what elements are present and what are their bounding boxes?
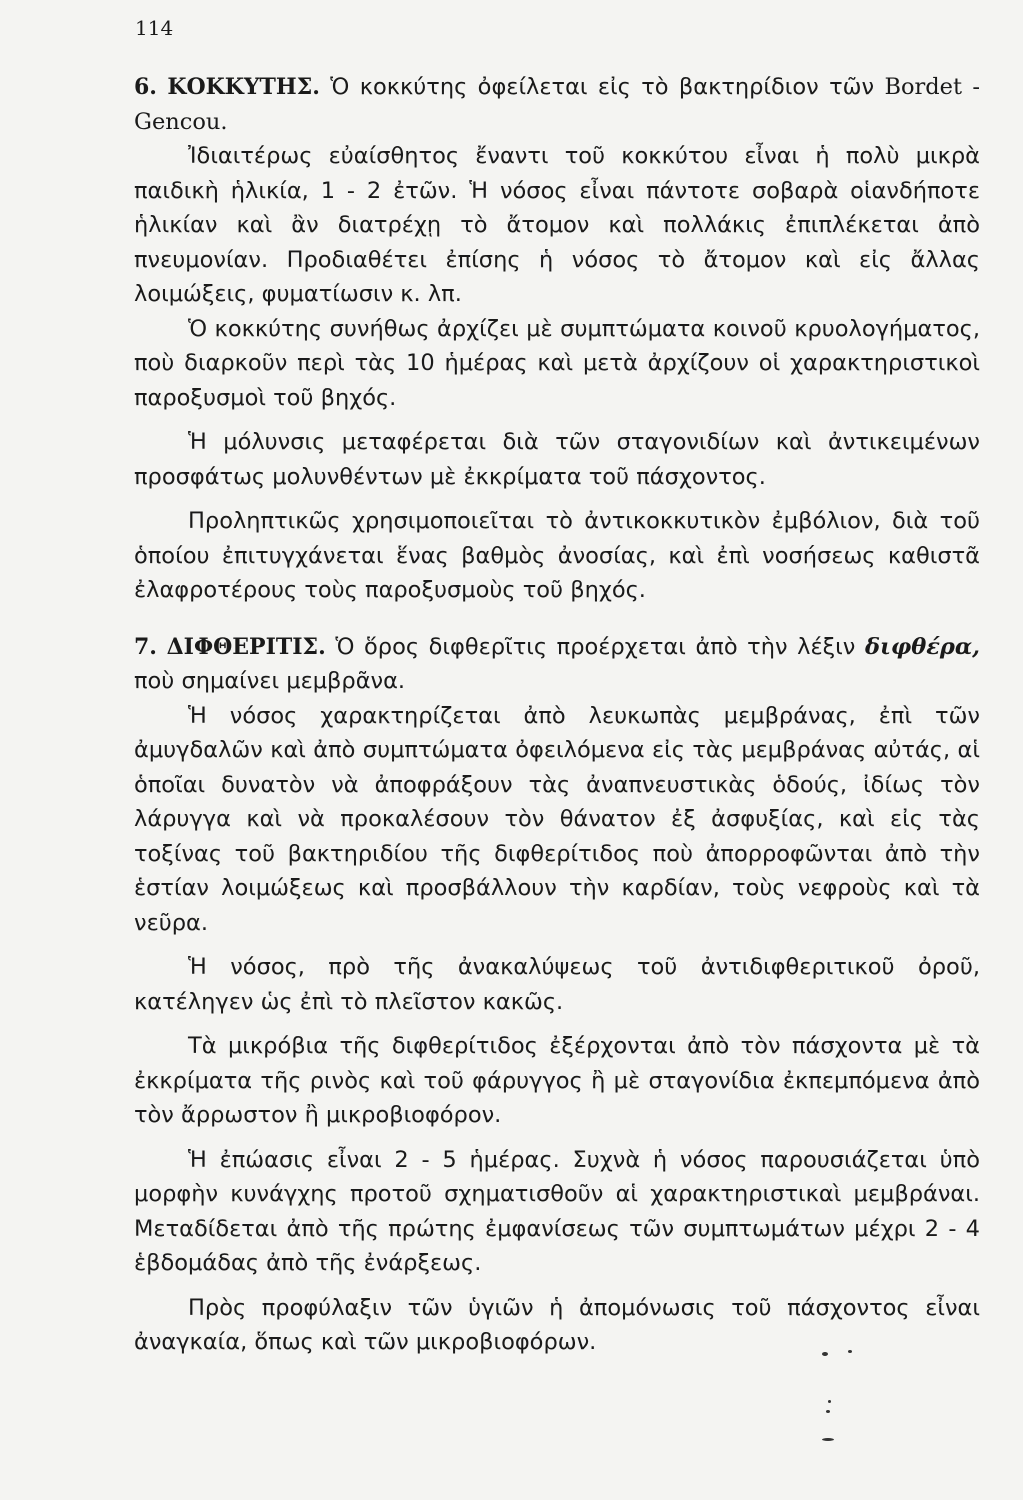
paragraph: Ὁ κοκκύτης συνήθως ἀρχίζει μὲ συμπτώματα κοινοῦ κρυολογήματος, ποὺ διαρκοῦν περὶ τὰς 10 ἡμέρας καὶ μετὰ ἀρχίζουν οἱ χαρακτηριστικοὶ παροξυσμοὶ τοῦ βηχός. [134, 315, 980, 411]
ink-speck [822, 1438, 834, 1441]
page-number: 114 [135, 16, 174, 40]
paragraph: Ἰδιαιτέρως εὐαίσθητος ἔναντι τοῦ κοκκύτου εἶναι ἡ πολὺ μικρὰ παιδικὴ ἡλικία, 1 - 2 ἐτῶν. Ἡ νόσος εἶναι πάντοτε σοβαρὰ οἱανδήποτε ἡλικίαν καὶ ἂν διατρέχῃ τὸ ἄτομον καὶ πολλάκις ἐπιπλέκεται ἀπὸ πνευμονίαν. Προδιαθέτει ἐπίσης ἡ νόσος τὸ ἄτομον καὶ εἰς ἄλλας λοιμώξεις, φυματίωσιν κ. λπ. [134, 143, 980, 307]
paragraph: Ἡ μόλυνσις μεταφέρεται διὰ τῶν σταγονιδίων καὶ ἀντικειμένων προσφάτως μολυνθέντων μὲ ἐκκρίματα τοῦ πάσχοντος. [134, 429, 980, 490]
paragraph: Προληπτικῶς χρησιμοποιεῖται τὸ ἀντικοκκυτικὸν ἐμβόλιον, διὰ τοῦ ὁποίου ἐπιτυγχάνεται ἕνας βαθμὸς ἀνοσίας, καὶ ἐπὶ νοσήσεως καθιστᾶ ἐλαφροτέρους τοὺς παροξυσμοὺς τοῦ βηχός. [134, 508, 980, 603]
section-title: ΚΟΚΚΥΤΗΣ. [167, 74, 320, 100]
latin-name: Bordet - Gencou. [134, 74, 980, 135]
defined-term: διφθέρα, [864, 633, 981, 660]
ink-speck [828, 1400, 831, 1403]
section-7-heading-paragraph [134, 630, 980, 699]
section-lead-continued: ποὺ σημαίνει μεμβρᾶνα. [134, 668, 406, 694]
paragraph: Τὰ μικρόβια τῆς διφθερίτιδος ἐξέρχονται ἀπὸ τὸν πάσχοντα μὲ τὰ ἐκκρίματα τῆς ρινὸς καὶ τοῦ φάρυγγος ἢ μὲ σταγονίδια ἐκπεμπόμενα ἀπὸ τὸν ἄρρωστον ἢ μικροβιοφόρον. [134, 1033, 980, 1128]
section-title: ΔΙΦΘΕΡΙΤΙΣ. [166, 633, 326, 660]
section-lead: Ὁ ὅρος διφθερῖτις προέρχεται ἀπὸ τὴν λέξιν [335, 633, 856, 660]
section-6-heading-paragraph [134, 70, 980, 139]
section-number: 6. [134, 74, 157, 100]
body-text [134, 70, 980, 1360]
section-number: 7. [134, 633, 157, 660]
ink-speck [826, 1410, 830, 1413]
paragraph: Ἡ ἐπώασις εἶναι 2 - 5 ἡμέρας. Συχνὰ ἡ νόσος παρουσιάζεται ὑπὸ μορφὴν κυνάγχης προτοῦ σχηματισθοῦν αἱ χαρακτηριστικαὶ μεμβράναι. Μεταδίδεται ἀπὸ τῆς πρώτης ἐμφανίσεως τῶν συμπτωμάτων μέχρι 2 - 4 ἑβδομάδας ἀπὸ τῆς ἐνάρξεως. [134, 1146, 980, 1276]
paragraph: Ἡ νόσος χαρακτηρίζεται ἀπὸ λευκωπὰς μεμβράνας, ἐπὶ τῶν ἀμυγδαλῶν καὶ ἀπὸ συμπτώματα ὀφειλόμενα εἰς τὰς μεμβράνας αὐτάς, αἱ ὁποῖαι δυνατὸν νὰ ἀποφράξουν τὰς ἀναπνευστικὰς ὁδούς, ἰδίως τὸν λάρυγγα καὶ νὰ προκαλέσουν τὸν θάνατον ἐξ ἀσφυξίας, καὶ εἰς τὰς τοξίνας τοῦ βακτηριδίου τῆς διφθερίτιδος ποὺ ἀπορροφῶνται ἀπὸ τὴν ἑστίαν λοιμώξεως καὶ προσβάλλουν τὴν καρδίαν, τοὺς νεφροὺς καὶ τὰ νεῦρα. [134, 702, 980, 936]
ink-speck [822, 1352, 828, 1356]
paragraph: Ἡ νόσος, πρὸ τῆς ἀνακαλύψεως τοῦ ἀντιδιφθεριτικοῦ ὀροῦ, κατέληγεν ὡς ἐπὶ τὸ πλεῖστον κακῶς. [134, 954, 980, 1015]
section-lead: Ὁ κοκκύτης ὀφείλεται εἰς τὸ βακτηρίδιον τῶν [330, 74, 875, 100]
ink-speck [848, 1350, 852, 1353]
paragraph: Πρὸς προφύλαξιν τῶν ὑγιῶν ἡ ἀπομόνωσις τοῦ πάσχοντος εἶναι ἀναγκαία, ὅπως καὶ τῶν μικροβιοφόρων. [134, 1294, 980, 1355]
